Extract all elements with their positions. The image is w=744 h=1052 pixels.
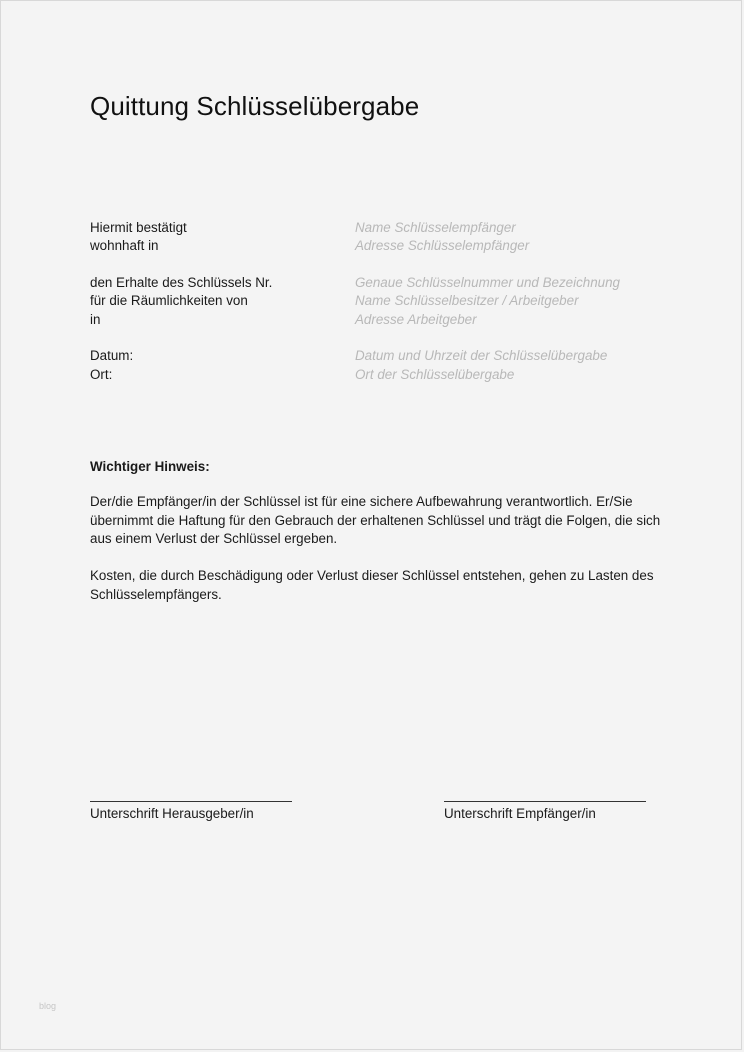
signature-line — [90, 787, 292, 802]
field-owner-address — [90, 310, 690, 329]
field-label: in — [90, 312, 101, 327]
field-recipient-address — [90, 236, 690, 255]
field-place — [90, 365, 690, 384]
field-label: Hiermit bestätigt — [90, 220, 187, 235]
notice-paragraph-costs: Kosten, die durch Beschädigung oder Verlust dieser Schlüssel entstehen, gehen zu Lasten des Schlüsselempfängers. — [90, 568, 654, 602]
notice-paragraph-liability: Der/die Empfänger/in der Schlüssel ist für eine sichere Aufbewahrung verantwortlich. Er/Sie übernimmt die Haftung für den Gebrauch der erhaltenen Schlüssel und trägt die Folgen, die sich aus einem Verlust der Schlüssel ergeben. — [90, 494, 661, 546]
field-label: für die Räumlichkeiten von — [90, 293, 248, 308]
document-title: Quittung Schlüsselübergabe — [90, 91, 420, 121]
field-key-number — [90, 273, 690, 292]
field-label: Ort: — [90, 367, 113, 382]
signature-issuer — [90, 787, 300, 823]
signature-recipient — [444, 787, 654, 823]
field-label: den Erhalte des Schlüssels Nr. — [90, 275, 273, 290]
signature-caption: Unterschrift Herausgeber/in — [90, 806, 254, 821]
field-placeholder: Adresse Arbeitgeber — [355, 312, 477, 327]
signature-caption: Unterschrift Empfänger/in — [444, 806, 596, 821]
field-recipient-name — [90, 218, 690, 237]
field-placeholder: Name Schlüsselempfänger — [355, 220, 516, 235]
signature-line — [444, 787, 646, 802]
field-placeholder: Ort der Schlüsselübergabe — [355, 367, 515, 382]
field-placeholder: Adresse Schlüsselempfänger — [355, 238, 530, 253]
notice-heading: Wichtiger Hinweis: — [90, 459, 210, 474]
watermark: blog — [39, 1001, 57, 1011]
field-date — [90, 346, 690, 365]
field-label: wohnhaft in — [90, 238, 159, 253]
field-owner-name — [90, 291, 690, 310]
field-placeholder: Genaue Schlüsselnummer und Bezeichnung — [355, 275, 621, 290]
field-placeholder: Datum und Uhrzeit der Schlüsselübergabe — [355, 348, 608, 363]
field-placeholder: Name Schlüsselbesitzer / Arbeitgeber — [355, 293, 579, 308]
field-label: Datum: — [90, 348, 134, 363]
